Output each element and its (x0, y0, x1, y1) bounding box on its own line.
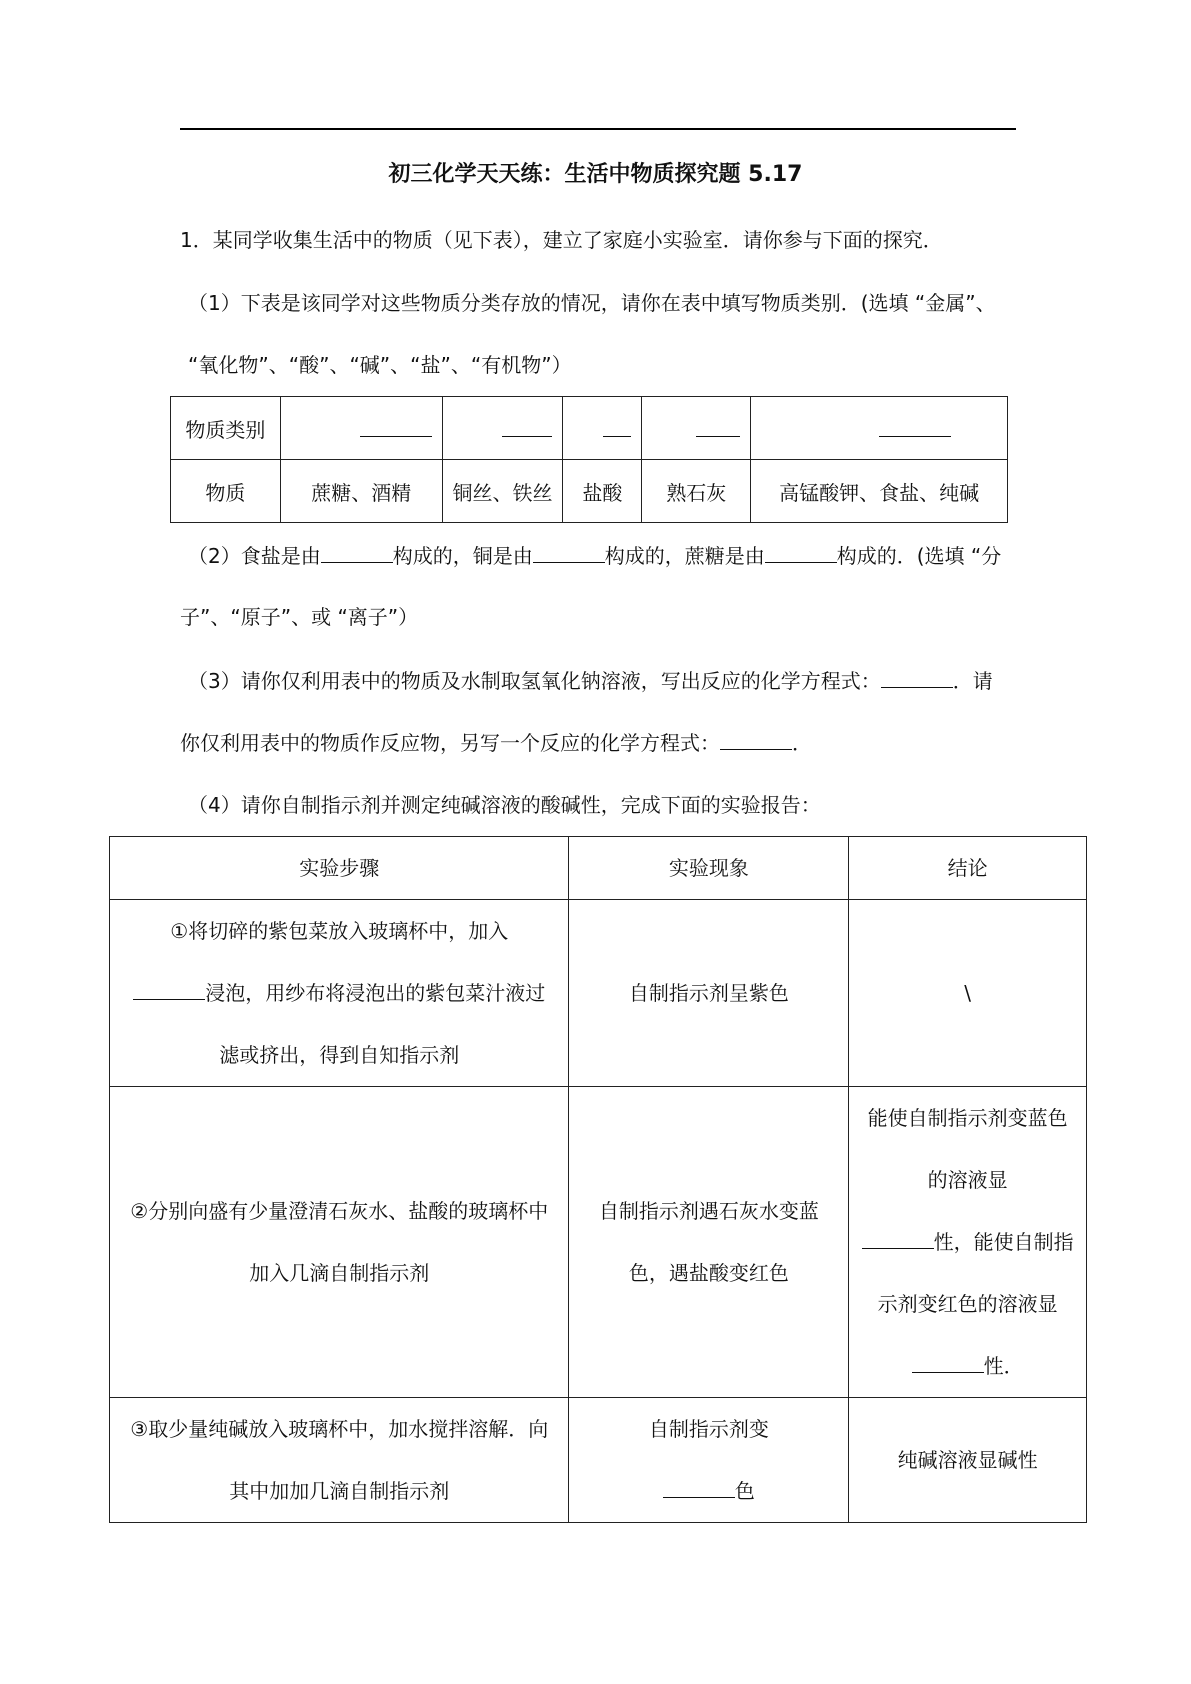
answer-blank[interactable] (321, 540, 393, 563)
conclusion-text: 的溶液显 (927, 1168, 1008, 1192)
step-text: 滤或挤出，得到自知指示剂 (219, 1043, 460, 1067)
answer-blank[interactable] (765, 540, 837, 563)
part3-text-b: ．请 (952, 669, 993, 693)
part1-line2: “氧化物”、“酸”、“碱”、“盐”、“有机物”） (188, 353, 572, 377)
answer-blank[interactable] (912, 1352, 984, 1373)
part3-text-d: ． (792, 731, 812, 755)
table-row (110, 1087, 1087, 1398)
step-text: 加入几滴自制指示剂 (249, 1261, 430, 1285)
question-intro: 1．某同学收集生活中的物质（见下表），建立了家庭小实验室．请你参与下面的探究． (180, 228, 943, 252)
conclusion-text: 示剂变红色的溶液显 (877, 1292, 1058, 1316)
substance-cell: 高锰酸钾、食盐、纯碱 (751, 460, 1008, 523)
answer-blank[interactable] (862, 1228, 934, 1249)
substance-cell: 铜丝、铁丝 (442, 460, 563, 523)
table-row (171, 397, 1008, 460)
page-title: 初三化学天天练：生活中物质探究题 5.17 (388, 162, 803, 187)
category-blank-3[interactable] (563, 397, 642, 460)
header-phenomenon: 实验现象 (569, 837, 849, 900)
phenomenon-text: 色 (734, 1479, 755, 1503)
top-rule (180, 128, 1016, 130)
answer-blank[interactable] (720, 727, 792, 750)
phenomenon-text: 自制指示剂变 (648, 1417, 769, 1441)
part2-line2: 子”、“原子”、或 “离子”） (180, 605, 419, 629)
phenomenon-text: 自制指示剂遇石灰水变蓝 (598, 1199, 819, 1223)
substance-cell: 熟石灰 (642, 460, 751, 523)
phenomenon-text: 色，遇盐酸变红色 (628, 1261, 789, 1285)
answer-blank[interactable] (533, 540, 605, 563)
experiment-report-table (109, 836, 1087, 1523)
substance-cell: 蔗糖、酒精 (280, 460, 442, 523)
substance-header: 物质 (171, 460, 281, 523)
part3-line2 (180, 727, 812, 758)
header-steps: 实验步骤 (110, 837, 569, 900)
category-blank-2[interactable] (442, 397, 563, 460)
part4-line: （4）请你自制指示剂并测定纯碱溶液的酸碱性，完成下面的实验报告： (188, 793, 821, 817)
step-text: ①将切碎的紫包菜放入玻璃杯中，加入 (170, 919, 509, 943)
part2-text-a: （2）食盐是由 (188, 544, 321, 568)
answer-blank[interactable] (133, 979, 205, 1000)
part3-line1 (188, 665, 993, 696)
part2-line1 (188, 540, 1001, 571)
step-cell (110, 1398, 569, 1523)
step-text: ②分别向盛有少量澄清石灰水、盐酸的玻璃杯中 (130, 1199, 549, 1223)
answer-blank[interactable] (663, 1477, 735, 1498)
substance-cell: 盐酸 (563, 460, 642, 523)
part3-text-c: 你仅利用表中的物质作反应物，另写一个反应的化学方程式： (180, 731, 720, 755)
conclusion-text: 性． (983, 1354, 1024, 1378)
classification-table (170, 396, 1008, 523)
table-row (110, 900, 1087, 1087)
table-row (110, 1398, 1087, 1523)
step-text: 浸泡，用纱布将浸泡出的紫包菜汁液过 (205, 981, 546, 1005)
step-text: ③取少量纯碱放入玻璃杯中，加水搅拌溶解．向 (130, 1417, 549, 1441)
table-row (171, 460, 1008, 523)
conclusion-text: 能使自制指示剂变蓝色 (867, 1106, 1068, 1130)
part2-text-d: 构成的．(选填 “分 (836, 544, 1002, 568)
category-blank-4[interactable] (642, 397, 751, 460)
category-header: 物质类别 (171, 397, 281, 460)
part3-text-a: （3）请你仅利用表中的物质及水制取氢氧化钠溶液，写出反应的化学方程式： (188, 669, 881, 693)
part2-text-b: 构成的，铜是由 (392, 544, 533, 568)
conclusion-cell (849, 1087, 1087, 1398)
part1-line1: （1）下表是该同学对这些物质分类存放的情况，请你在表中填写物质类别．(选填 “金属”、 (188, 291, 996, 315)
conclusion-text: 性，能使自制指 (933, 1230, 1074, 1254)
answer-blank[interactable] (881, 665, 953, 688)
category-blank-1[interactable] (280, 397, 442, 460)
table-row (110, 837, 1087, 900)
step-cell (110, 900, 569, 1087)
step-text: 其中加加几滴自制指示剂 (229, 1479, 450, 1503)
phenomenon-cell: 自制指示剂呈紫色 (569, 900, 849, 1087)
phenomenon-cell (569, 1087, 849, 1398)
category-blank-5[interactable] (751, 397, 1008, 460)
header-conclusion: 结论 (849, 837, 1087, 900)
step-cell (110, 1087, 569, 1398)
phenomenon-cell (569, 1398, 849, 1523)
part2-text-c: 构成的，蔗糖是由 (604, 544, 765, 568)
conclusion-cell: \ (849, 900, 1087, 1087)
conclusion-cell: 纯碱溶液显碱性 (849, 1398, 1087, 1523)
